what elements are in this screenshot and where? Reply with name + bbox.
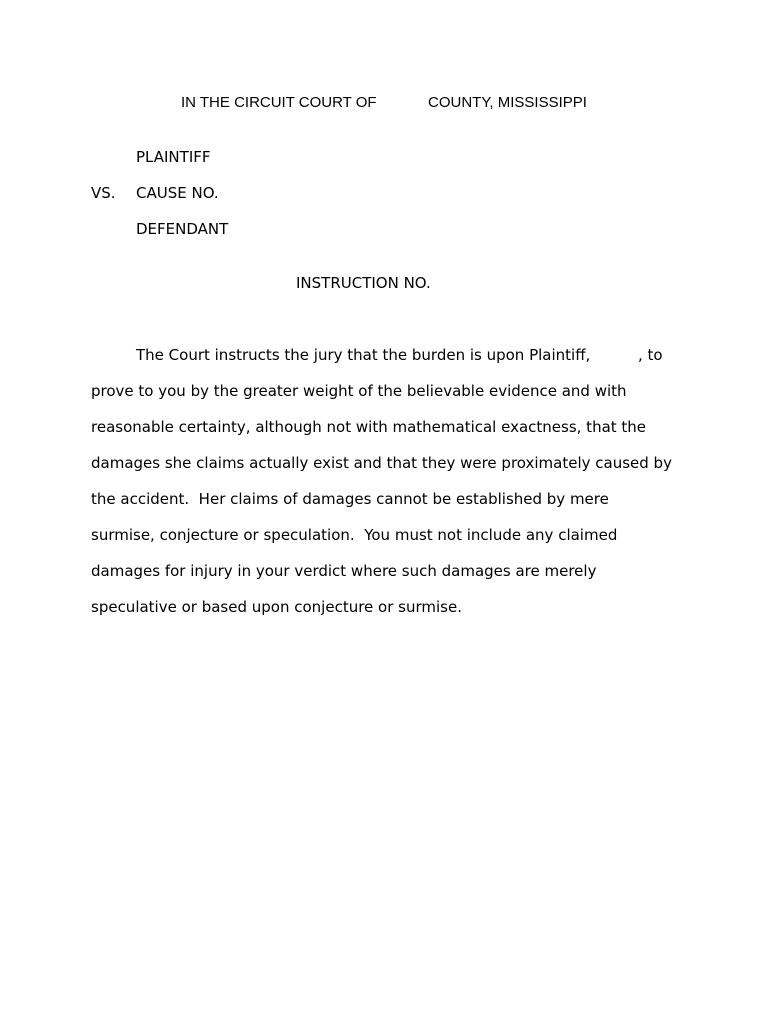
instruction-text-line: prove to you by the greater weight of the believable evidence and with	[91, 382, 627, 400]
versus-label: VS.	[91, 184, 116, 202]
court-heading-left: IN THE CIRCUIT COURT OF	[181, 94, 377, 111]
instruction-text-line: speculative or based upon conjecture or surmise.	[91, 598, 462, 616]
instruction-title: INSTRUCTION NO.	[296, 274, 431, 292]
defendant-label: DEFENDANT	[136, 220, 229, 238]
instruction-text-line: the accident. Her claims of damages cannot be established by mere	[91, 490, 609, 508]
court-heading-right: COUNTY, MISSISSIPPI	[428, 94, 587, 111]
plaintiff-label: PLAINTIFF	[136, 148, 211, 166]
instruction-text-line: The Court instructs the jury that the burden is upon Plaintiff, , to	[136, 346, 663, 364]
instruction-text-line: damages for injury in your verdict where such damages are merely	[91, 562, 597, 580]
instruction-text-line: reasonable certainty, although not with mathematical exactness, that the	[91, 418, 647, 436]
instruction-text-line: damages she claims actually exist and that they were proximately caused by	[91, 454, 672, 472]
cause-number-label: CAUSE NO.	[136, 184, 219, 202]
instruction-text-line: surmise, conjecture or speculation. You must not include any claimed	[91, 526, 618, 544]
